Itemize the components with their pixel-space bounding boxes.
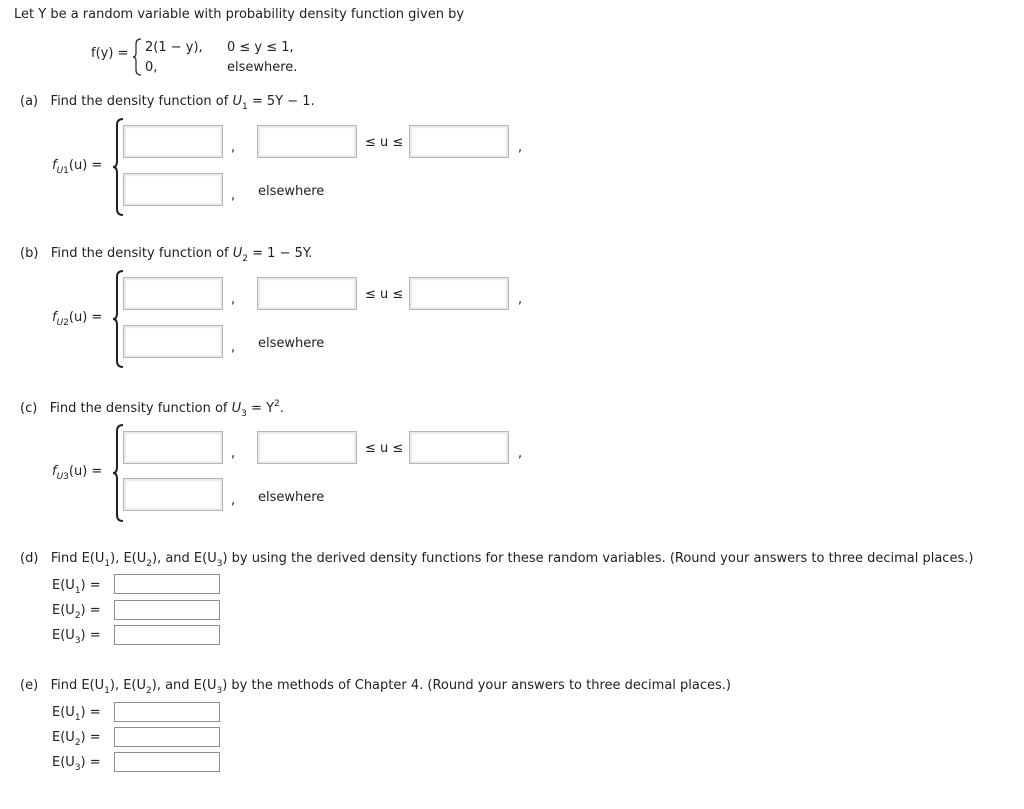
- part-b-case2-expression-input[interactable]: [123, 325, 223, 358]
- part-b-elsewhere: elsewhere: [258, 336, 325, 351]
- part-c-case1-expression-input[interactable]: [123, 431, 223, 464]
- part-e-eu3-label: $E(U_3)$ =: [52, 755, 101, 773]
- part-c-case2-expression-input[interactable]: [123, 478, 223, 511]
- part-d-eu1-input[interactable]: [114, 574, 220, 594]
- part-b-upper-bound-input[interactable]: [409, 277, 509, 310]
- part-d-eu3-label: $E(U_3)$ =: [52, 628, 101, 646]
- part-b-comma-2: ,: [518, 292, 523, 307]
- pdf-lhs: f(y) =: [91, 46, 129, 61]
- part-d-eu3-input[interactable]: [114, 625, 220, 645]
- part-e-eu1-input[interactable]: [114, 702, 220, 722]
- part-a-question: (a) Find the density function of $U_1 = 5Y - 1$.: [20, 94, 315, 112]
- part-d-eu2-label: $E(U_2)$ =: [52, 603, 101, 621]
- part-a-func-label: $f_{U1}(u)$ =: [52, 158, 103, 176]
- part-c-lower-bound-input[interactable]: [257, 431, 357, 464]
- part-b-lower-bound-input[interactable]: [257, 277, 357, 310]
- part-c-comma-2: ,: [518, 446, 523, 461]
- part-c-comma-3: ,: [231, 493, 236, 508]
- part-d-eu2-input[interactable]: [114, 600, 220, 620]
- part-c-question: (c) Find the density function of $U_3 = Y^2$.: [20, 399, 284, 419]
- part-d-eu1-label: $E(U_1)$ =: [52, 578, 101, 596]
- pdf-case2-expr: 0,: [145, 60, 158, 75]
- part-b-func-label: $f_{U2}(u)$ =: [52, 310, 103, 328]
- part-a-elsewhere: elsewhere: [258, 184, 325, 199]
- part-b-comma-1: ,: [231, 292, 236, 307]
- part-e-eu2-label: $E(U_2)$ =: [52, 730, 101, 748]
- part-a-case2-expression-input[interactable]: [123, 173, 223, 206]
- part-a-comma-2: ,: [518, 140, 523, 155]
- intro-text: Let Y be a random variable with probability density function given by: [14, 7, 465, 22]
- part-b-comma-3: ,: [231, 340, 236, 355]
- pdf-case2-cond: elsewhere.: [227, 60, 298, 75]
- part-a-comma-3: ,: [231, 188, 236, 203]
- part-b-case1-expression-input[interactable]: [123, 277, 223, 310]
- part-c-func-label: $f_{U3}(u)$ =: [52, 464, 103, 482]
- pdf-case1-expr: 2(1 − y),: [145, 40, 203, 55]
- part-c-upper-bound-input[interactable]: [409, 431, 509, 464]
- part-c-leq-u: ≤ u ≤: [365, 441, 404, 456]
- part-a-upper-bound-input[interactable]: [409, 125, 509, 158]
- part-a-comma-1: ,: [231, 140, 236, 155]
- pdf-brace: [133, 38, 143, 76]
- part-a-lower-bound-input[interactable]: [257, 125, 357, 158]
- part-e-question: (e) Find $E(U_1)$, $E(U_2)$, and $E(U_3)$ by the methods of Chapter 4. (Round your answers to three decimal places.): [20, 678, 731, 696]
- pdf-case1-cond: 0 ≤ y ≤ 1,: [227, 40, 294, 55]
- part-b-question: (b) Find the density function of $U_2 = 1 - 5Y$.: [20, 246, 313, 264]
- part-c-comma-1: ,: [231, 446, 236, 461]
- part-a-leq-u: ≤ u ≤: [365, 135, 404, 150]
- part-c-elsewhere: elsewhere: [258, 490, 325, 505]
- part-e-eu2-input[interactable]: [114, 727, 220, 747]
- part-e-eu1-label: $E(U_1)$ =: [52, 705, 101, 723]
- part-b-leq-u: ≤ u ≤: [365, 287, 404, 302]
- part-e-eu3-input[interactable]: [114, 752, 220, 772]
- part-a-case1-expression-input[interactable]: [123, 125, 223, 158]
- part-d-question: (d) Find $E(U_1)$, $E(U_2)$, and $E(U_3)$ by using the derived density functions for these random variables. (Round your answers to three decimal places.): [20, 551, 974, 569]
